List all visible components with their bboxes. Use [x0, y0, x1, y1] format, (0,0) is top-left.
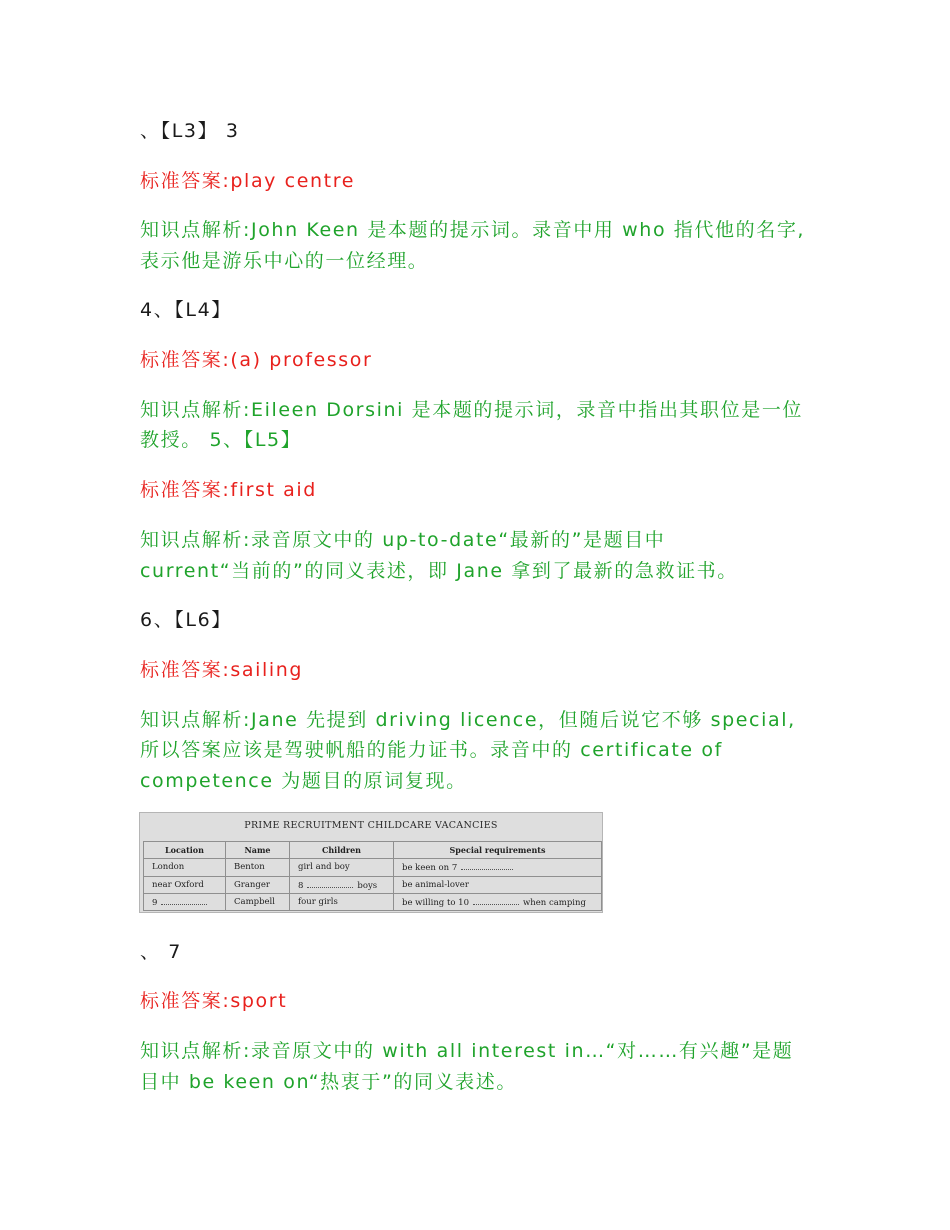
childcare-vacancies-figure	[139, 812, 603, 913]
requirement-suffix: when camping	[523, 897, 586, 908]
q7-analysis-line1: 知识点解析:录音原文中的 with all interest in…“对……有兴趣”是题	[140, 1040, 794, 1062]
q5-analysis-line2: current“当前的”的同义表述，即 Jane 拿到了最新的急救证书。	[140, 560, 738, 582]
requirement-text: be willing to 10	[402, 897, 469, 908]
children-text: boys	[357, 880, 378, 891]
q6-answer: 标准答案:sailing	[140, 659, 304, 681]
requirement-cell	[394, 859, 602, 876]
answer-blank	[473, 896, 519, 905]
children-cell: four girls	[290, 893, 394, 910]
location-cell: near Oxford	[144, 876, 226, 893]
table-row	[144, 859, 602, 876]
q3-answer: 标准答案:play centre	[140, 170, 355, 192]
name-cell: Granger	[226, 876, 290, 893]
answer-blank	[161, 896, 207, 905]
figure-title: PRIME RECRUITMENT CHILDCARE VACANCIES	[244, 820, 498, 831]
q7-header: 、 7	[140, 941, 182, 963]
q6-analysis-line1: 知识点解析:Jane 先提到 driving licence，但随后说它不够 special,	[140, 709, 796, 731]
name-cell: Campbell	[226, 893, 290, 910]
vacancies-table	[143, 841, 602, 911]
table-row	[144, 876, 602, 893]
location-cell	[144, 893, 226, 910]
column-header: Special requirements	[394, 842, 602, 859]
q3-analysis-line2: 表示他是游乐中心的一位经理。	[140, 250, 429, 272]
q6-analysis-line3: competence 为题目的原词复现。	[140, 770, 467, 792]
children-number: 8	[298, 880, 304, 891]
column-header: Location	[144, 842, 226, 859]
q7-analysis-line2: 目中 be keen on“热衷于”的同义表述。	[140, 1071, 517, 1093]
name-cell: Benton	[226, 859, 290, 876]
table-header-row	[144, 842, 602, 859]
q5-answer: 标准答案:first aid	[140, 479, 317, 501]
q4-analysis-line2: 教授。 5、【L5】	[140, 429, 302, 451]
table-row	[144, 893, 602, 910]
q3-header: 、【L3】 3	[140, 120, 240, 142]
answer-blank	[307, 879, 353, 888]
children-cell: girl and boy	[290, 859, 394, 876]
q4-analysis-line1: 知识点解析:Eileen Dorsini 是本题的提示词，录音中指出其职位是一位	[140, 399, 804, 421]
q6-analysis-line2: 所以答案应该是驾驶帆船的能力证书。录音中的 certificate of	[140, 739, 723, 761]
location-number: 9	[152, 897, 158, 908]
q4-header: 4、【L4】	[140, 299, 232, 321]
column-header: Children	[290, 842, 394, 859]
children-cell	[290, 876, 394, 893]
location-cell: London	[144, 859, 226, 876]
requirement-cell	[394, 893, 602, 910]
q7-answer: 标准答案:sport	[140, 990, 288, 1012]
answer-blank	[461, 861, 513, 870]
requirement-cell: be animal-lover	[394, 876, 602, 893]
q5-analysis-line1: 知识点解析:录音原文中的 up-to-date“最新的”是题目中	[140, 529, 666, 551]
q3-analysis-line1: 知识点解析:John Keen 是本题的提示词。录音中用 who 指代他的名字,	[140, 219, 806, 241]
q6-header: 6、【L6】	[140, 609, 232, 631]
requirement-text: be keen on 7	[402, 863, 458, 874]
q4-answer: 标准答案:(a) professor	[140, 349, 373, 371]
column-header: Name	[226, 842, 290, 859]
